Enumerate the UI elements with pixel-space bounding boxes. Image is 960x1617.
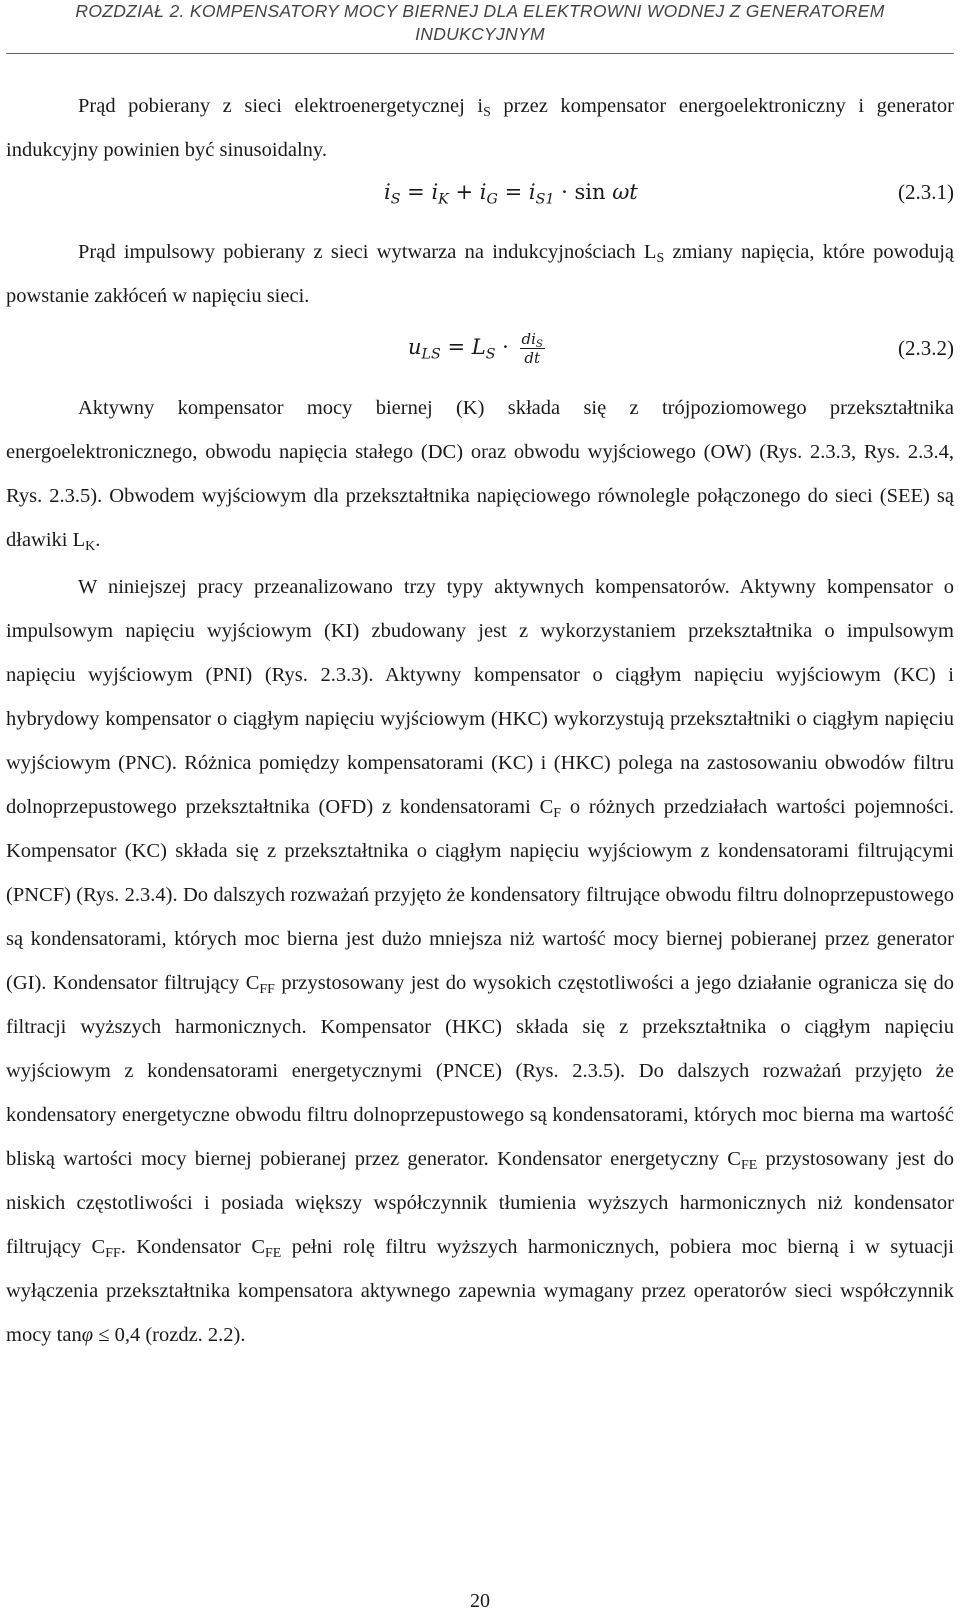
equation-body: $u_{LS} = L_S$ · $\frac{di_S}{dt}$ [408, 330, 543, 367]
subscript: S [656, 251, 665, 267]
header-rule [6, 53, 954, 54]
subscript: FF [259, 982, 275, 998]
page-number: 20 [470, 1590, 490, 1612]
equation-body: $i_S = i_K + i_G = i_{S1} \cdot \sin \omega t$ [384, 180, 638, 208]
paragraph-2 [6, 230, 954, 318]
paragraph-4-text-b: o różnych przedziałach wartości pojemności. Kompensator (KC) składa się z przekształtnika o ciągłym napięciu wyjściowym z kondensatorami filtrującymi (PNCF) (Rys. 2.3.4). Do dalszych rozważań przyjęto że kondensatory filtrujące obwodu filtru dolnoprzepustowego są kondensatorami, których moc bierna jest dużo mniejsza niż wartość mocy biernej pobieranej przez generator (GI). Kondensator filtrujący C [6, 796, 954, 994]
paragraph-3 [6, 386, 954, 562]
subscript: S [483, 105, 491, 121]
paragraph-4-text-a: W niniejszej pracy przeanalizowano trzy typy aktywnych kompensatorów. Aktywny kompensator o impulsowym napięciu wyjściowym (KI) zbudowany jest z wykorzystaniem przekształtnika o impulsowym napięciu wyjściowym (PNI) (Rys. 2.3.3). Aktywny kompensator o ciągłym napięciu wyjściowym (KC) i hybrydowy kompensator o ciągłym napięciu wyjściowym (HKC) wykorzystują przekształtniki o ciągłym napięciu wyjściowym (PNC). Różnica pomiędzy kompensatorami (KC) i (HKC) polega na zastosowaniu obwodów filtru dolnoprzepustowego przekształtnika (OFD) z kondensatorami C [6, 576, 954, 818]
header-line-2: INDUKCYJNYM [415, 24, 545, 44]
subscript: FE [265, 1246, 282, 1262]
paragraph-4-text-e: . Kondensator C [120, 1236, 266, 1258]
paragraph-4-text-g: ≤ 0,4 (rozdz. 2.2). [93, 1324, 246, 1346]
paragraph-4-text-f: pełni rolę filtru wyższych harmonicznych, pobiera moc bierną i w sytuacji wyłączenia przekształtnika kompensatora aktywnego zapewnia wymagany przez operatorów sieci współczynnik mocy tan [6, 1236, 954, 1346]
paragraph-4 [6, 565, 954, 1357]
equation-2-3-1 [6, 174, 954, 214]
paragraph-1-text-b: przez kompensator energoelektroniczny i generator indukcyjny powinien być sinusoidalny. [6, 95, 955, 161]
subscript: FE [740, 1158, 758, 1174]
header-line-1: ROZDZIAŁ 2. KOMPENSATORY MOCY BIERNEJ DLA ELEKTROWNI WODNEJ Z GENERATOREM [75, 1, 885, 21]
paragraph-4-text-d: przystosowany jest do niskich częstotliwości i posiada większy współczynnik tłumienia wyższych harmonicznych niż kondensator filtrujący C [6, 1148, 954, 1258]
paragraph-2-text-b: zmiany napięcia, które powodują powstanie zakłóceń w napięciu sieci. [6, 241, 954, 307]
phi-symbol: φ [81, 1324, 94, 1346]
fraction: $\frac{di_S}{dt}$ [521, 330, 543, 367]
subscript: FF [105, 1246, 121, 1262]
running-header [0, 0, 960, 46]
equation-number: (2.3.1) [898, 180, 954, 204]
paragraph-1 [6, 84, 954, 172]
subscript: K [85, 539, 96, 555]
paragraph-1-text-a: Prąd pobierany z sieci elektroenergetycznej i [78, 95, 484, 117]
paragraph-2-text-a: Prąd impulsowy pobierany z sieci wytwarza na indukcyjnościach L [78, 241, 657, 263]
paragraph-3-text-b: . [95, 529, 101, 551]
subscript: F [553, 806, 562, 822]
equation-number: (2.3.2) [898, 336, 954, 360]
paragraph-4-text-c: przystosowany jest do wysokich częstotliwości a jego działanie ogranicza się do filtracji wyższych harmonicznych. Kompensator (HKC) składa się z przekształtnika o ciągłym napięciu wyjściowym z kondensatorami energetycznymi (PNCE) (Rys. 2.3.5). Do dalszych rozważań przyjęto że kondensatory energetyczne obwodu filtru dolnoprzepustowego są kondensatorami, których moc bierna ma wartość bliską wartości mocy biernej pobieranej przez generator. Kondensator energetyczny C [6, 972, 954, 1170]
equation-2-3-2 [6, 330, 954, 370]
paragraph-3-text-a: Aktywny kompensator mocy biernej (K) składa się z trójpoziomowego przekształtnika energoelektronicznego, obwodu napięcia stałego (DC) oraz obwodu wyjściowego (OW) (Rys. 2.3.3, Rys. 2.3.4, Rys. 2.3.5). Obwodem wyjściowym dla przekształtnika napięciowego równolegle połączonego do sieci (SEE) są dławiki L [6, 397, 954, 551]
